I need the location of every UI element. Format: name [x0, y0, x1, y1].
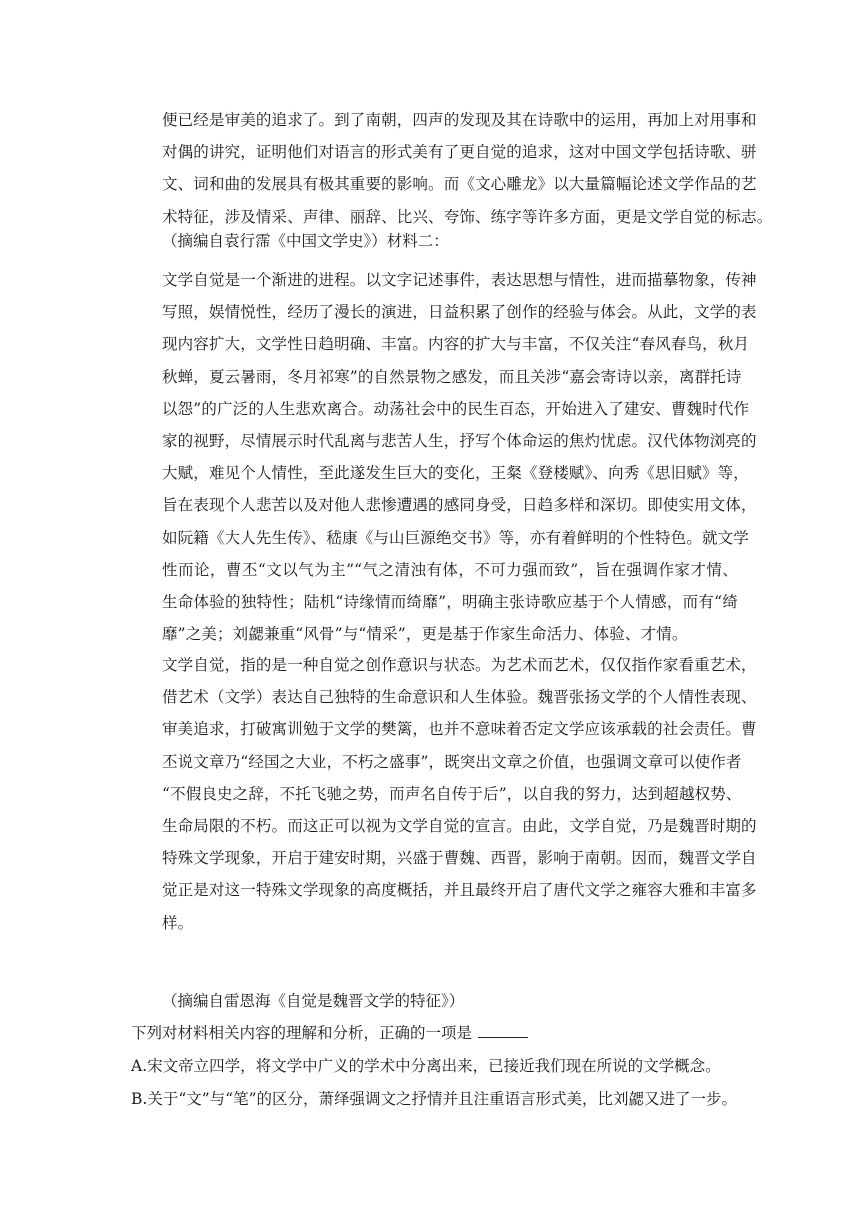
text-line: 旨在表现个人悲苦以及对他人悲惨遭遇的感同身受，日趋多样和深切。即使实用文体， [162, 496, 757, 515]
text-line: 对偶的讲究，证明他们对语言的形式美有了更自觉的追求，这对中国文学包括诗歌、骈 [162, 143, 757, 162]
text-line: 性而论，曹丕“文以气为主”“气之清浊有体，不可力强而致”，旨在强调作家才情、 [162, 560, 738, 579]
text-line: 生命体验的独特性；陆机“诗缘情而绮靡”，明确主张诗歌应基于个人情感，而有“绮 [162, 592, 738, 611]
text-line: 觉正是对这一特殊文学现象的高度概括，并且最终开启了唐代文学之雍容大雅和丰富多 [162, 881, 757, 900]
text-line: 以怨”的广泛的人生悲欢离合。动荡社会中的民生百态，开始进入了建安、曹魏时代作 [162, 399, 750, 418]
text-line: 借艺术（文学）表达自己独特的生命意识和人生体验。魏晋张扬文学的个人情性表现、 [162, 688, 757, 707]
text-line: 生命局限的不朽。而这正可以视为文学自觉的宣言。由此，文学自觉，乃是魏晋时期的 [162, 816, 757, 835]
paragraph-material-2-second [162, 649, 757, 939]
text-line: 靡”之美；刘勰兼重“风骨”与“情采”，更是基于作家生命活力、体验、才情。 [162, 625, 688, 644]
answer-blank[interactable] [478, 1021, 528, 1038]
question-text: 下列对材料相关内容的理解和分析，正确的一项是 [131, 1024, 473, 1042]
option-a: A.宋文帝立四学，将文学中广义的学术中分离出来，已接近我们现在所说的文学概念。 [131, 1057, 721, 1075]
text-line: 文学自觉是一个渐进的进程。以文字记述事件，表达思想与情性，进而描摹物象，传神 [162, 271, 757, 289]
text-line: 文学自觉，指的是一种自觉之创作意识与状态。为艺术而艺术，仅仅指作家看重艺术， [162, 656, 757, 674]
text-line: 大赋，难见个人情性，至此遂发生巨大的变化，王粲《登楼赋》、向秀《思旧赋》等， [162, 464, 749, 483]
paragraph-material-2-first [162, 264, 757, 650]
text-line: 丕说文章乃“经国之大业，不朽之盛事”，既突出文章之价值，也强调文章可以使作者 [162, 752, 742, 771]
text-line: 如阮籍《大人先生传》、嵇康《与山巨源绝交书》等，亦有着鲜明的个性特色。就文学 [162, 528, 749, 547]
text-line: 样。 [162, 913, 194, 932]
text-line: 家的视野，尽情展示时代乱离与悲苦人生，抒写个体命运的焦灼忧虑。汉代体物浏亮的 [162, 431, 757, 450]
text-line: 便已经是审美的追求了。到了南朝，四声的发现及其在诗歌中的运用，再加上对用事和 [162, 111, 757, 129]
question-stem [131, 1018, 528, 1048]
text-line: 现内容扩大，文学性日趋明确、丰富。内容的扩大与丰富，不仅关注“春风春鸟，秋月 [162, 335, 750, 354]
source-citation-2: （摘编自雷恩海《自觉是魏晋文学的特征》） [162, 992, 465, 1010]
text-line: 特殊文学现象，开启于建安时期，兴盛于曹魏、西晋，影响于南朝。因而，魏晋文学自 [162, 849, 757, 868]
text-line: 文、词和曲的发展具有极其重要的影响。而《文心雕龙》以大量篇幅论述文学作品的艺 [162, 175, 757, 194]
paragraph-material-1-end [162, 104, 773, 233]
text-line: “不假良史之辞，不托飞驰之势，而声名自传于后”，以自我的努力，达到超越权势、 [162, 784, 742, 803]
text-line: 术特征，涉及情采、声律、丽辞、比兴、夸饰、练字等许多方面，更是文学自觉的标志。 [162, 207, 773, 226]
option-b: B.关于“文”与“笔”的区分，萧绎强调文之抒情并且注重语言形式美，比刘勰又进了一步。 [131, 1090, 738, 1108]
text-line: 审美追求，打破寓训勉于文学的樊篱，也并不意味着否定文学应该承载的社会责任。曹 [162, 720, 757, 739]
text-line: 写照，娱情悦性，经历了漫长的演进，日益积累了创作的经验与体会。从此，文学的表 [162, 303, 757, 322]
source-citation-1: （摘编自袁行霈《中国文学史》）材料二： [162, 232, 449, 250]
text-line: 秋蝉，夏云暑雨，冬月祁寒”的自然景物之感发，而且关涉“嘉会寄诗以亲，离群托诗 [162, 367, 742, 386]
